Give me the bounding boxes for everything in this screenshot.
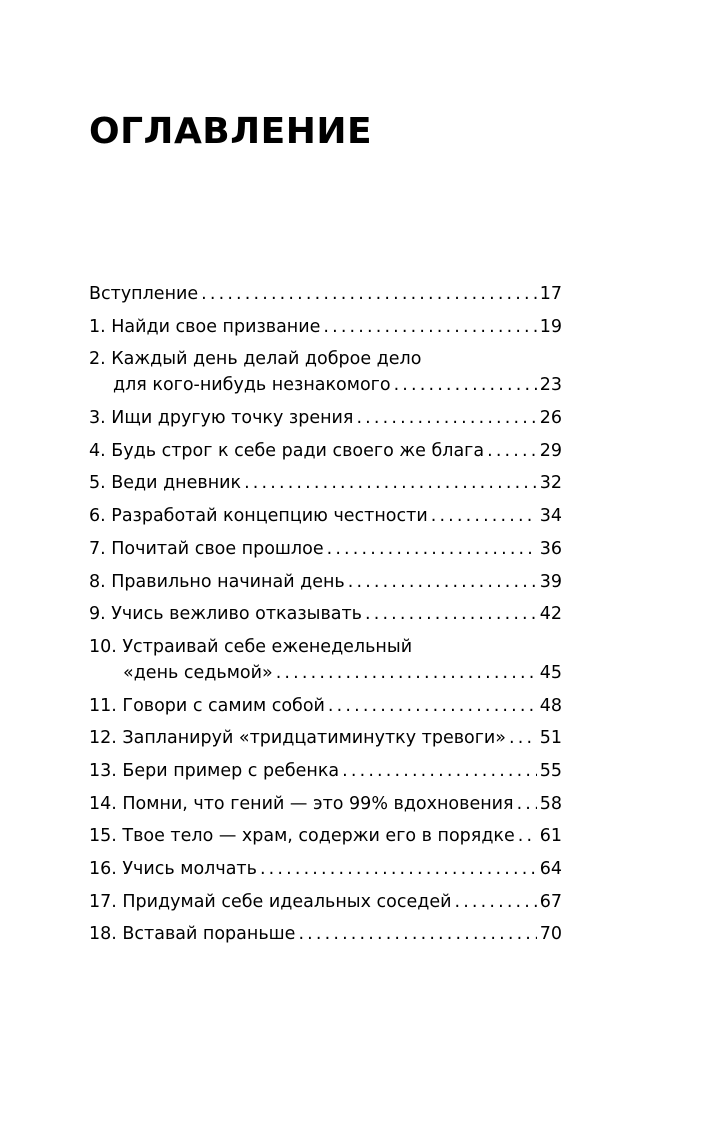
toc-page-number: 17 [539,284,562,304]
dot-leader [298,921,536,947]
toc-entry-title: 4. Будь строг к себе ради своего же блага [89,440,485,461]
dot-leader [487,438,537,464]
toc-page-number: 23 [539,375,562,396]
toc-line-continuation [89,660,562,686]
toc-page-number: 39 [539,571,562,592]
toc-line [89,281,562,307]
toc-entry-chapter-14[interactable] [89,791,562,817]
toc-line [89,693,562,719]
toc-entry-chapter-13[interactable] [89,758,562,784]
toc-page-number: 64 [539,859,562,879]
toc-line [89,791,562,817]
toc-line [89,438,562,464]
toc-line [89,823,562,849]
dot-leader [244,470,537,496]
toc-entry-title: 14. Помни, что гений — это 99% вдохновения [89,793,514,814]
toc-page-number: 58 [539,793,562,814]
toc-entry-title: 16. Учись молчать [89,859,257,879]
toc-entry-title: 11. Говори с самим собой [89,695,325,716]
dot-leader [431,503,537,529]
dot-leader [260,856,537,882]
dot-leader [365,601,537,627]
toc-page-number: 42 [539,604,562,625]
toc-entry-chapter-12[interactable] [89,725,562,751]
dot-leader [517,791,537,817]
toc-entry-chapter-10[interactable] [89,634,562,686]
toc-page-number: 19 [539,316,562,337]
toc-entry-title-continuation: для кого-нибудь незнакомого [113,375,391,396]
toc-entry-title: 18. Вставай пораньше [89,924,296,945]
toc-entry-title: 15. Твое тело — храм, содержи его в порядке [89,826,515,847]
toc-line [89,889,562,915]
toc-line [89,314,562,340]
toc-line [89,470,562,496]
toc-line [89,346,562,372]
dot-leader [509,725,537,751]
toc-page-number: 36 [539,538,562,559]
dot-leader [328,693,537,719]
toc-entry-title: 5. Веди дневник [89,473,242,494]
toc-entry-chapter-8[interactable] [89,569,562,595]
dot-leader [342,758,537,784]
toc-page-number: 34 [539,506,562,527]
dot-leader [518,823,537,849]
toc-entry-chapter-11[interactable] [89,693,562,719]
dot-leader [454,889,536,915]
toc-entry-chapter-9[interactable] [89,601,562,627]
toc-entry-chapter-4[interactable] [89,438,562,464]
dot-leader [276,660,537,686]
toc-line-continuation [89,372,562,398]
toc-entry-title: 7. Почитай свое прошлое [89,538,324,559]
toc-entry-title: 2. Каждый день делай доброе дело [89,349,422,370]
toc-entry-title: 12. Запланируй «тридцатиминутку тревоги» [89,728,507,749]
toc-line [89,503,562,529]
page-title: ОГЛАВЛЕНИЕ [89,111,373,152]
toc-line [89,405,562,431]
toc-entry-chapter-1[interactable] [89,314,562,340]
dot-leader [327,536,537,562]
toc-entry-chapter-7[interactable] [89,536,562,562]
toc-line [89,634,562,660]
dot-leader [201,281,537,307]
toc-entry-title: 1. Найди свое призвание [89,316,321,337]
toc-page-number: 26 [539,408,562,429]
toc-entry-chapter-6[interactable] [89,503,562,529]
toc-entry-title: 6. Разработай концепцию честности [89,506,428,527]
toc-page-number: 51 [539,728,562,749]
toc-page-number: 55 [539,760,562,781]
toc-entry-chapter-3[interactable] [89,405,562,431]
toc-entry-title: Вступление [89,284,199,304]
toc-entry-chapter-18[interactable] [89,921,562,947]
toc-entry-title: 9. Учись вежливо отказывать [89,604,362,625]
toc-entry-chapter-15[interactable] [89,823,562,849]
dot-leader [323,314,536,340]
toc-line [89,856,562,882]
toc-entry-title: 13. Бери пример с ребенка [89,760,340,781]
toc-line [89,921,562,947]
toc-entry-introduction[interactable] [89,281,562,307]
toc-entry-title: 3. Ищи другую точку зрения [89,408,354,429]
toc-line [89,569,562,595]
toc-entry-title: 10. Устраивай себе еженедельный [89,636,413,657]
toc-entry-chapter-5[interactable] [89,470,562,496]
toc-line [89,725,562,751]
toc-page-number: 32 [539,473,562,494]
toc-entry-chapter-17[interactable] [89,889,562,915]
dot-leader [356,405,536,431]
toc-page-number: 48 [539,695,562,716]
toc-line [89,758,562,784]
toc-page-number: 67 [539,891,562,912]
toc-page-number: 70 [539,924,562,945]
toc-line [89,536,562,562]
toc-entry-title-continuation: «день седьмой» [123,662,273,683]
toc-entry-chapter-2[interactable] [89,346,562,398]
toc-entry-chapter-16[interactable] [89,856,562,882]
toc-line [89,601,562,627]
toc-page-number: 45 [539,662,562,683]
toc-page-number: 61 [539,826,562,847]
dot-leader [348,569,537,595]
dot-leader [394,372,537,398]
toc-page-number: 29 [539,440,562,461]
toc-entry-title: 17. Придумай себе идеальных соседей [89,891,452,912]
toc-entry-title: 8. Правильно начинай день [89,571,345,592]
table-of-contents [89,281,562,947]
